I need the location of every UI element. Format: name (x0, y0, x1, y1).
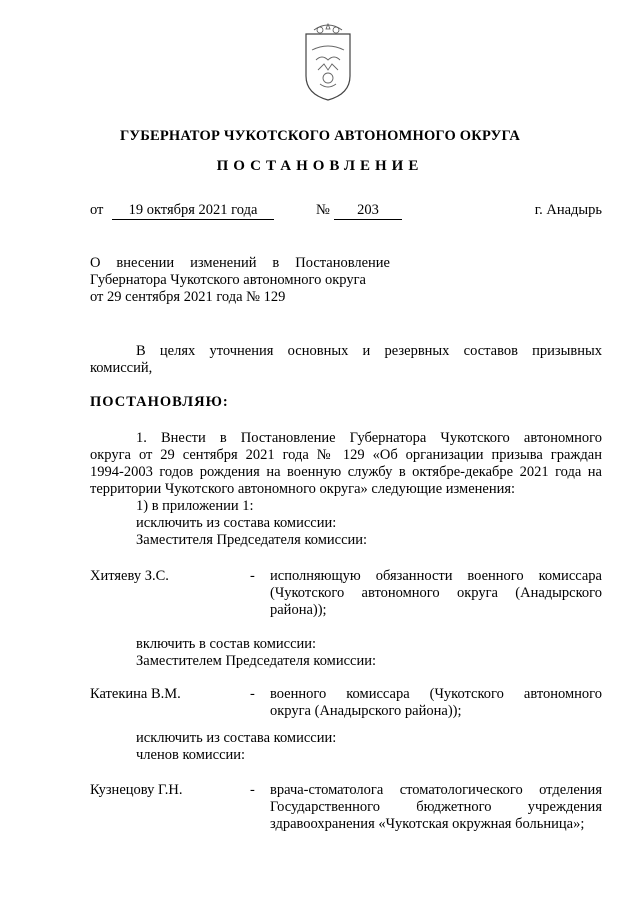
action-line: членов комиссии: (136, 747, 246, 763)
person-name: Хитяеву З.С. (90, 568, 169, 584)
point-line: 1994-2003 годов рождения на военную службу в октябре-декабре 2021 года на (90, 464, 602, 480)
document-city: г. Анадырь (534, 202, 602, 218)
person-role (270, 686, 602, 720)
document-subject (90, 255, 390, 306)
action-line: исключить из состава комиссии: (136, 730, 337, 746)
list-dash: - (250, 568, 255, 584)
person-name: Катекина В.М. (90, 686, 181, 702)
person-role (270, 782, 602, 833)
list-dash: - (250, 782, 255, 798)
role-line: исполняющую обязанности военного комиссара (270, 568, 602, 584)
issuer-title: ГУБЕРНАТОР ЧУКОТСКОГО АВТОНОМНОГО ОКРУГА (119, 128, 521, 144)
subject-line: от 29 сентября 2021 года № 129 (90, 289, 286, 305)
role-line: (Чукотского автономного округа (Анадырского (270, 585, 602, 601)
person-name: Кузнецову Г.Н. (90, 782, 183, 798)
point-line: 1) в приложении 1: (136, 498, 254, 514)
role-line: врача-стоматолога стоматологического отделения (270, 782, 602, 798)
document-type-title: ПОСТАНОВЛЕНИЕ (216, 158, 424, 174)
role-line: военного комиссара (Чукотского автономного (270, 686, 602, 702)
role-line: Государственного бюджетного учреждения (270, 799, 602, 815)
preamble-line: комиссий, (90, 360, 153, 376)
point-line: 1. Внести в Постановление Губернатора Чукотского автономного (136, 430, 602, 446)
point-line: территории Чукотского автономного округа» следующие изменения: (90, 481, 516, 497)
point-line: округа от 29 сентября 2021 года № 129 «Об организации призыва граждан (90, 447, 602, 463)
action-line: включить в состав комиссии: (136, 636, 317, 652)
action-line: Заместителем Председателя комиссии: (136, 653, 377, 669)
subject-line: О внесении изменений в Постановление (90, 255, 390, 271)
coat-of-arms-emblem (300, 20, 356, 104)
point-line: исключить из состава комиссии: (136, 515, 337, 531)
role-line: района)); (270, 602, 327, 618)
point-line: Заместителя Председателя комиссии: (136, 532, 368, 548)
document-date: 19 октября 2021 года (112, 202, 274, 220)
document-number: 203 (334, 202, 402, 220)
role-line: здравоохранения «Чукотская окружная больница»; (270, 816, 585, 832)
number-label: № (316, 202, 330, 218)
list-dash: - (250, 686, 255, 702)
preamble-line: В целях уточнения основных и резервных составов призывных (136, 343, 602, 359)
decree-heading: ПОСТАНОВЛЯЮ: (90, 394, 229, 410)
date-label: от (90, 202, 104, 218)
person-role (270, 568, 602, 619)
role-line: округа (Анадырского района)); (270, 703, 462, 719)
subject-line: Губернатора Чукотского автономного округа (90, 272, 366, 288)
